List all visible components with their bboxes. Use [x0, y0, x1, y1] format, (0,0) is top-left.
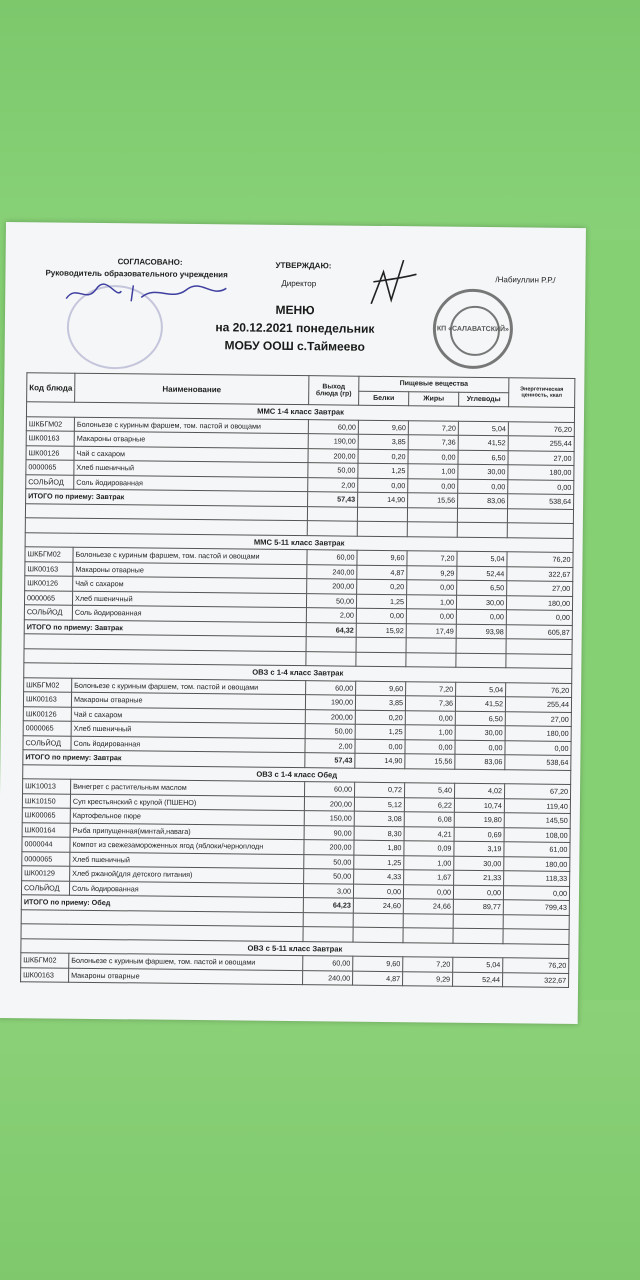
dish-proteins: 1,25 [356, 594, 406, 609]
director-label: Директор [281, 278, 317, 289]
dish-name: Соль йодированная [72, 605, 306, 622]
total-proteins: 14,90 [355, 753, 405, 768]
dish-carbs: 30,00 [456, 595, 506, 610]
total-carbs: 89,77 [453, 899, 503, 914]
dish-energy: 0,00 [508, 479, 574, 494]
dish-carbs: 0,00 [456, 609, 506, 624]
dish-name: Чай с сахаром [74, 446, 308, 463]
dish-weight: 2,00 [308, 477, 358, 492]
total-label: ИТОГО по приему: Завтрак [24, 619, 306, 636]
dish-weight: 200,00 [308, 448, 358, 463]
total-weight: 64,32 [306, 622, 356, 637]
total-energy: 605,87 [506, 624, 572, 639]
dish-code: ШК00163 [25, 561, 73, 576]
dish-weight: 200,00 [304, 796, 354, 811]
dish-carbs: 52,44 [453, 972, 503, 987]
dish-carbs: 5,04 [458, 421, 508, 436]
dish-fats: 0,00 [408, 449, 458, 464]
dish-name: Хлеб ржаной(для детского питания) [70, 866, 304, 883]
dish-proteins: 3,85 [358, 434, 408, 449]
dish-proteins: 0,00 [358, 478, 408, 493]
dish-name: Болоньезе с куриным фаршем, том. пастой и овощами [72, 678, 306, 695]
dish-proteins: 0,00 [355, 739, 405, 754]
total-energy: 799,43 [503, 900, 569, 915]
dish-energy: 76,20 [507, 552, 573, 567]
dish-weight: 50,00 [308, 463, 358, 478]
dish-name: Суп крестьянский с крупой (ПШЕНО) [70, 794, 304, 811]
dish-code: ШК00164 [22, 822, 70, 837]
dish-energy: 27,00 [507, 581, 573, 596]
dish-code: СОЛЬЙОД [23, 735, 71, 750]
dish-proteins: 5,12 [354, 797, 404, 812]
dish-energy: 0,00 [505, 740, 571, 755]
dish-energy: 119,40 [504, 798, 570, 813]
dish-code: СОЛЬЙОД [21, 880, 69, 895]
section-title: ОВЗ с 1-4 класс Обед [23, 764, 571, 784]
dish-carbs: 30,00 [455, 725, 505, 740]
dish-code: 0000065 [24, 590, 72, 605]
col-code-header: Код блюда [27, 373, 75, 403]
dish-name: Макароны отварные [71, 692, 305, 709]
menu-date: на 20.12.2021 понедельник [215, 320, 375, 336]
dish-carbs: 0,00 [455, 740, 505, 755]
dish-proteins: 8,30 [354, 826, 404, 841]
dish-fats: 0,00 [405, 739, 455, 754]
dish-fats: 6,22 [404, 797, 454, 812]
dish-name: Картофельное пюре [70, 808, 304, 825]
menu-title: МЕНЮ [275, 302, 315, 318]
dish-code: ШК10013 [23, 779, 71, 794]
dish-fats: 7,20 [403, 957, 453, 972]
table-header-row [27, 373, 575, 393]
col-carbs-header: Углеводы [459, 392, 509, 407]
dish-proteins: 1,25 [354, 855, 404, 870]
dish-proteins: 0,00 [353, 884, 403, 899]
total-carbs: 83,06 [455, 754, 505, 769]
dish-proteins: 0,72 [355, 782, 405, 797]
dish-energy: 67,20 [504, 784, 570, 799]
dish-weight: 50,00 [304, 869, 354, 884]
dish-proteins: 9,60 [353, 956, 403, 971]
dish-name: Компот из свежезамороженных ягод (яблоки/черноплодн [70, 837, 304, 854]
dish-carbs: 30,00 [454, 856, 504, 871]
dish-proteins: 0,20 [355, 710, 405, 725]
dish-name: Макароны отварные [73, 562, 307, 579]
total-carbs: 93,98 [456, 624, 506, 639]
dish-energy: 322,67 [503, 972, 569, 987]
dish-carbs: 41,52 [455, 696, 505, 711]
dish-fats: 4,21 [404, 826, 454, 841]
dish-carbs: 19,80 [454, 812, 504, 827]
dish-carbs: 6,50 [458, 450, 508, 465]
total-proteins: 14,90 [358, 492, 408, 507]
dish-name: Чай с сахаром [71, 707, 305, 724]
dish-name: Хлеб пшеничный [70, 852, 304, 869]
dish-fats: 7,20 [406, 681, 456, 696]
dish-fats: 0,00 [403, 884, 453, 899]
dish-carbs: 5,04 [456, 682, 506, 697]
dish-code: ШК00126 [25, 576, 73, 591]
dish-energy: 322,67 [507, 566, 573, 581]
dish-name: Чай с сахаром [73, 576, 307, 593]
dish-weight: 50,00 [306, 593, 356, 608]
dish-weight: 240,00 [303, 970, 353, 985]
dish-weight: 240,00 [307, 564, 357, 579]
menu-table [20, 372, 575, 988]
dish-fats: 1,00 [405, 725, 455, 740]
dish-proteins: 4,87 [357, 565, 407, 580]
dish-proteins: 0,20 [357, 579, 407, 594]
dish-code: ШК00163 [21, 967, 69, 982]
dish-code: 0000065 [23, 721, 71, 736]
dish-weight: 60,00 [308, 419, 358, 434]
dish-weight: 50,00 [304, 854, 354, 869]
dish-weight: 60,00 [305, 782, 355, 797]
dish-carbs: 30,00 [458, 464, 508, 479]
dish-weight: 2,00 [305, 738, 355, 753]
dish-code: ШК00129 [22, 866, 70, 881]
dish-name: Болоньезе с куриным фаршем, том. пастой и овощами [73, 547, 307, 564]
total-carbs: 83,06 [458, 493, 508, 508]
dish-code: ШК00065 [22, 808, 70, 823]
dish-energy: 180,00 [508, 465, 574, 480]
dish-fats: 1,00 [404, 855, 454, 870]
dish-name: Хлеб пшеничный [74, 460, 308, 477]
dish-proteins: 4,87 [353, 971, 403, 986]
dish-proteins: 9,60 [357, 550, 407, 565]
dish-proteins: 3,08 [354, 811, 404, 826]
col-name-header: Наименование [75, 373, 309, 404]
section-title: ММС 5-11 класс Завтрак [25, 532, 573, 552]
dish-energy: 27,00 [508, 450, 574, 465]
dish-weight: 90,00 [304, 825, 354, 840]
dish-fats: 1,67 [404, 870, 454, 885]
dish-weight: 60,00 [307, 550, 357, 565]
section-title: ММС 1-4 класс Завтрак [26, 402, 574, 422]
menu-document [0, 222, 586, 1024]
dish-weight: 200,00 [304, 840, 354, 855]
dish-energy: 27,00 [505, 711, 571, 726]
dish-fats: 9,29 [403, 971, 453, 986]
dish-carbs: 41,52 [458, 435, 508, 450]
dish-energy: 255,44 [505, 697, 571, 712]
dish-carbs: 5,04 [453, 957, 503, 972]
dish-energy: 255,44 [508, 436, 574, 451]
col-proteins-header: Белки [359, 391, 409, 406]
dish-code: ШК10150 [22, 793, 70, 808]
dish-fats: 6,08 [404, 812, 454, 827]
dish-fats: 7,20 [408, 420, 458, 435]
col-weight-header: Выход блюда (гр) [309, 376, 359, 406]
dish-carbs: 3,19 [454, 841, 504, 856]
dish-proteins: 4,33 [354, 869, 404, 884]
dish-weight: 190,00 [305, 695, 355, 710]
dish-carbs: 10,74 [454, 798, 504, 813]
dish-energy: 0,00 [503, 885, 569, 900]
total-fats: 17,49 [406, 623, 456, 638]
director-name: /Набиуллин Р.Р./ [495, 275, 556, 285]
dish-name: Рыба припущенная(минтай,навага) [70, 823, 304, 840]
total-weight: 64,23 [303, 898, 353, 913]
dish-code: ШК00126 [23, 706, 71, 721]
dish-name: Соль йодированная [71, 736, 305, 753]
col-nutrients-header: Пищевые вещества [359, 376, 509, 392]
total-label: ИТОГО по приему: Завтрак [23, 750, 305, 767]
approved-label: СОГЛАСОВАНО: [117, 257, 183, 267]
dish-weight: 3,00 [303, 883, 353, 898]
dish-code: 0000044 [22, 837, 70, 852]
dish-carbs: 0,00 [453, 885, 503, 900]
col-energy-header: Энергетическая ценность, ккал [509, 378, 575, 408]
dish-weight: 200,00 [307, 579, 357, 594]
dish-energy: 76,20 [503, 958, 569, 973]
dish-code: СОЛЬЙОД [24, 605, 72, 620]
dish-name: Болоньезе с куриным фаршем, том. пастой и овощами [74, 417, 308, 434]
dish-name: Соль йодированная [74, 475, 308, 492]
total-label: ИТОГО по приему: Обед [21, 895, 303, 912]
dish-fats: 0,00 [405, 710, 455, 725]
dish-proteins: 1,80 [354, 840, 404, 855]
dish-carbs: 6,50 [455, 711, 505, 726]
dish-code: 0000065 [22, 851, 70, 866]
total-proteins: 24,60 [353, 898, 403, 913]
dish-fats: 0,00 [408, 478, 458, 493]
dish-energy: 76,20 [508, 421, 574, 436]
dish-weight: 50,00 [305, 724, 355, 739]
dish-code: СОЛЬЙОД [26, 474, 74, 489]
total-fats: 15,56 [408, 493, 458, 508]
total-label: ИТОГО по приему: Завтрак [26, 489, 308, 506]
dish-fats: 5,40 [404, 783, 454, 798]
dish-energy: 180,00 [504, 856, 570, 871]
dish-fats: 0,00 [407, 580, 457, 595]
dish-weight: 2,00 [306, 608, 356, 623]
school-name: МОБУ ООШ с.Таймеево [224, 338, 365, 354]
dish-weight: 200,00 [305, 709, 355, 724]
dish-fats: 1,00 [408, 464, 458, 479]
dish-code: ШКБГМ02 [25, 547, 73, 562]
dish-proteins: 0,20 [358, 449, 408, 464]
dish-name: Винегрет с растительным маслом [71, 779, 305, 796]
dish-energy: 108,00 [504, 827, 570, 842]
dish-fats: 7,36 [408, 435, 458, 450]
dish-name: Макароны отварные [69, 968, 303, 985]
dish-carbs: 52,44 [457, 566, 507, 581]
dish-energy: 0,00 [506, 610, 572, 625]
dish-fats: 1,00 [406, 594, 456, 609]
dish-name: Болоньезе с куриным фаршем, том. пастой и овощами [69, 953, 303, 970]
dish-name: Макароны отварные [74, 431, 308, 448]
dish-code: ШКБГМ02 [26, 416, 74, 431]
total-proteins: 15,92 [356, 623, 406, 638]
dish-carbs: 0,00 [458, 479, 508, 494]
approved-by: Руководитель образовательного учреждения [45, 268, 228, 280]
section-title: ОВЗ с 1-4 класс Завтрак [24, 663, 572, 683]
dish-code: 0000065 [26, 460, 74, 475]
dish-proteins: 0,00 [356, 608, 406, 623]
dish-fats: 0,09 [404, 841, 454, 856]
dish-carbs: 6,50 [457, 580, 507, 595]
dish-code: ШКБГМ02 [21, 953, 69, 968]
dish-code: ШК00126 [26, 445, 74, 460]
stamp-text: КП «САЛАВАТСКИЙ» [436, 325, 509, 334]
dish-code: ШКБГМ02 [24, 677, 72, 692]
total-fats: 24,66 [403, 899, 453, 914]
dish-carbs: 0,69 [454, 827, 504, 842]
dish-proteins: 9,60 [358, 420, 408, 435]
dish-energy: 76,20 [506, 682, 572, 697]
dish-proteins: 3,85 [355, 695, 405, 710]
section-title: ОВЗ с 5-11 класс Завтрак [21, 938, 569, 958]
dish-weight: 60,00 [303, 956, 353, 971]
dish-name: Соль йодированная [69, 881, 303, 898]
dish-carbs: 21,33 [454, 870, 504, 885]
dish-fats: 7,20 [407, 551, 457, 566]
dish-energy: 145,50 [504, 813, 570, 828]
confirm-label: УТВЕРЖДАЮ: [275, 260, 332, 271]
dish-code: ШК00163 [26, 431, 74, 446]
total-energy: 538,64 [508, 494, 574, 509]
dish-energy: 61,00 [504, 842, 570, 857]
dish-energy: 118,33 [504, 871, 570, 886]
dish-weight: 60,00 [306, 680, 356, 695]
dish-fats: 7,36 [405, 696, 455, 711]
total-energy: 538,64 [505, 755, 571, 770]
total-weight: 57,43 [305, 753, 355, 768]
dish-carbs: 4,02 [454, 783, 504, 798]
dish-weight: 190,00 [308, 434, 358, 449]
dish-fats: 9,29 [407, 565, 457, 580]
dish-name: Хлеб пшеничный [72, 591, 306, 608]
dish-energy: 180,00 [505, 726, 571, 741]
dish-proteins: 1,25 [355, 724, 405, 739]
dish-proteins: 1,25 [358, 463, 408, 478]
background-wall-top [0, 0, 640, 240]
dish-weight: 150,00 [304, 811, 354, 826]
background-wall-bottom [0, 1000, 640, 1280]
dish-code: ШК00163 [23, 692, 71, 707]
dish-name: Хлеб пшеничный [71, 721, 305, 738]
dish-proteins: 9,60 [356, 681, 406, 696]
dish-fats: 0,00 [406, 609, 456, 624]
dish-energy: 180,00 [506, 595, 572, 610]
total-weight: 57,43 [308, 492, 358, 507]
total-fats: 15,56 [405, 754, 455, 769]
dish-carbs: 5,04 [457, 551, 507, 566]
col-fats-header: Жиры [409, 391, 459, 406]
